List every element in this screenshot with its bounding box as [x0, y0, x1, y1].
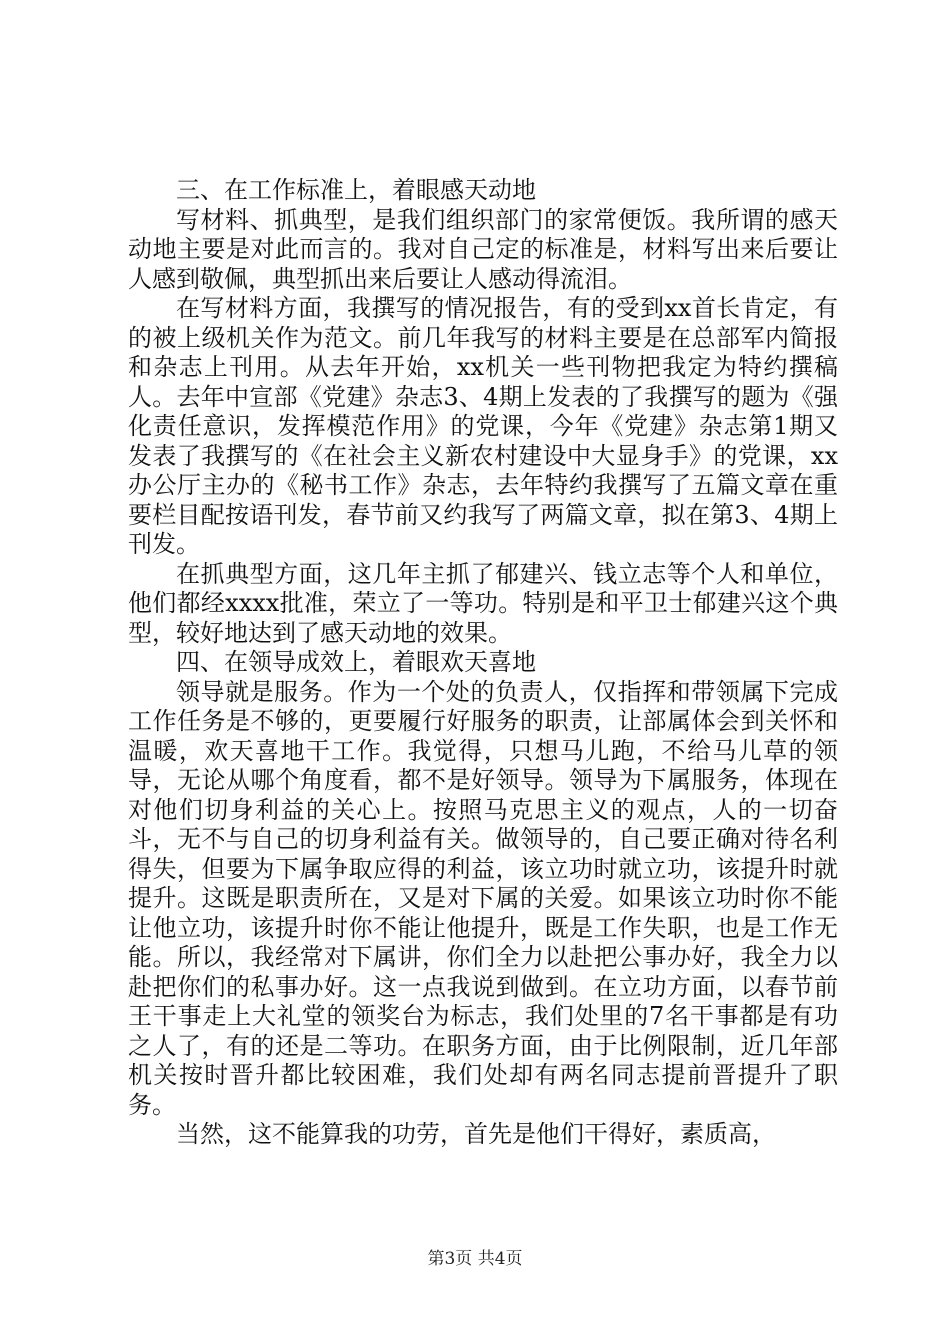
- paragraph: 写材料、抓典型，是我们组织部门的家常便饭。我所谓的感天动地主要是对此而言的。我对自己定的标准是，材料写出来后要让人感到敬佩，典型抓出来后要让人感动得流泪。: [128, 205, 838, 293]
- section-heading-3: 三、在工作标准上，着眼感天动地: [176, 176, 536, 204]
- paragraph: 在写材料方面，我撰写的情况报告，有的受到xx首长肯定，有的被上级机关作为范文。前几年我写的材料主要是在总部军内简报和杂志上刊用。从去年开始，xx机关一些刊物把我定为特约撰稿人。去年中宣部《党建》杂志3、4期上发表的了我撰写的题为《强化责任意识，发挥模范作用》的党课，今年《党建》杂志第1期又发表了我撰写的《在社会主义新农村建设中大显身手》的党课，xx办公厅主办的《秘书工作》杂志，去年特约我撰写了五篇文章在重要栏目配按语刊发，春节前又约我写了两篇文章，拟在第3、4期上刊发。: [128, 294, 838, 558]
- page-number-footer: 第3页 共4页: [427, 1249, 523, 1269]
- paragraph: 领导就是服务。作为一个处的负责人，仅指挥和带领属下完成工作任务是不够的，更要履行好服务的职责，让部属体会到关怀和温暖，欢天喜地干工作。我觉得，只想马儿跑，不给马儿草的领导，无论从哪个角度看，都不是好领导。领导为下属服务，体现在对他们切身利益的关心上。按照马克思主义的观点，人的一切奋斗，无不与自己的切身利益有关。做领导的，自己要正确对待名利得失，但要为下属争取应得的利益，该立功时就立功，该提升时就提升。这既是职责所在，又是对下属的关爱。如果该立功时你不能让他立功，该提升时你不能让他提升，既是工作失职，也是工作无能。所以，我经常对下属讲，你们全力以赴把公事办好，我全力以赴把你们的私事办好。这一点我说到做到。在立功方面，以春节前王干事走上大礼堂的领奖台为标志，我们处里的7名干事都是有功之人了，有的还是二等功。在职务方面，由于比例限制，近几年部机关按时晋升都比较困难，我们处却有两名同志提前晋提升了职务。: [128, 677, 838, 1119]
- section-heading-4: 四、在领导成效上，着眼欢天喜地: [176, 648, 536, 676]
- paragraph: 在抓典型方面，这几年主抓了郁建兴、钱立志等个人和单位，他们都经xxxx批准，荣立了一等功。特别是和平卫士郁建兴这个典型，较好地达到了感天动地的效果。: [128, 559, 838, 647]
- document-body: [128, 176, 838, 1150]
- paragraph: 当然，这不能算我的功劳，首先是他们干得好，素质高，: [176, 1120, 776, 1148]
